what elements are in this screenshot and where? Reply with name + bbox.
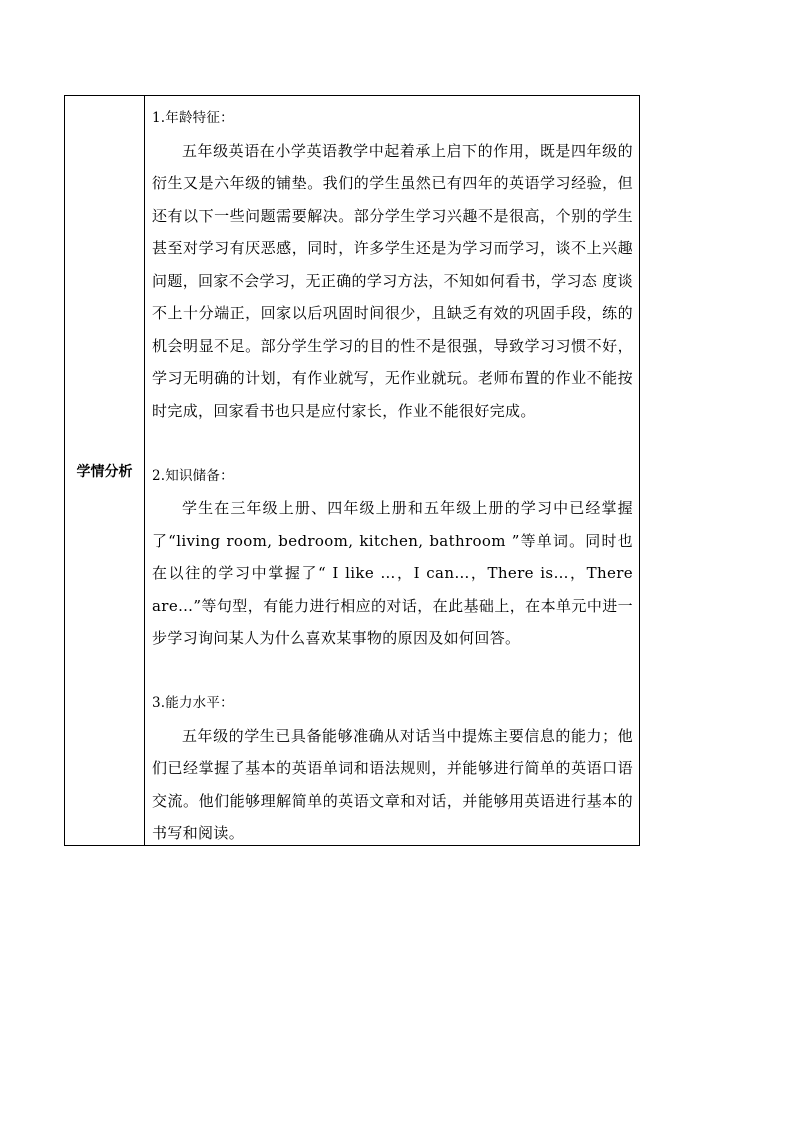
analysis-table <box>64 95 640 846</box>
section-heading-knowledge: 2.知识储备： <box>152 467 234 484</box>
label-cell <box>65 96 145 845</box>
section-heading-age: 1.年龄特征： <box>152 110 234 126</box>
section-heading-ability: 3.能力水平： <box>152 695 234 711</box>
section-body-age: 五年级英语在小学英语教学中起着承上启下的作用，既是四年级的衍生又是六年级的铺垫。我们的学生虽然已有四年的英语学习经验，但还有以下一些问题需要解决。部分学生学习兴趣不是很高，个别的学生甚至对学习有厌恶感，同时，许多学生还是为学习而学习，谈不上兴趣问题，回家不会学习，无正确的学习方法，不知如何看书，学习态 度谈不上十分端正，回家以后巩固时间很少，且缺乏有效的巩固手段，练的机会明显不足。部分学生学习的目的性不是很强，导致学习习惯不好，学习无明确的计划，有作业就写，无作业就玩。老师布置的作业不能按时完成，回家看书也只是应付家长，作业不能很好完成。 <box>152 141 633 420</box>
section-body-ability: 五年级的学生已具备能够准确从对话当中提炼主要信息的能力；他们已经掌握了基本的英语单词和语法规则，并能够进行简单的英语口语交流。他们能够理解简单的英语文章和对话，并能够用英语进行基本的书写和阅读。 <box>152 726 633 842</box>
section-body-knowledge: 学生在三年级上册、四年级上册和五年级上册的学习中已经掌握了“living room, bedroom, kitchen, bathroom ”等单词。同时也在以往的学习中掌握了“ I like …，I can…，There is…，There are…”等句型，有能力进行相应的对话，在此基础上，在本单元中进一步学习询问某人为什么喜欢某事物的原因及如何回答。 <box>152 499 633 647</box>
row-label: 学情分析 <box>76 463 133 480</box>
section-gap <box>152 427 633 460</box>
section-gap <box>152 655 633 688</box>
content-cell <box>145 96 639 845</box>
